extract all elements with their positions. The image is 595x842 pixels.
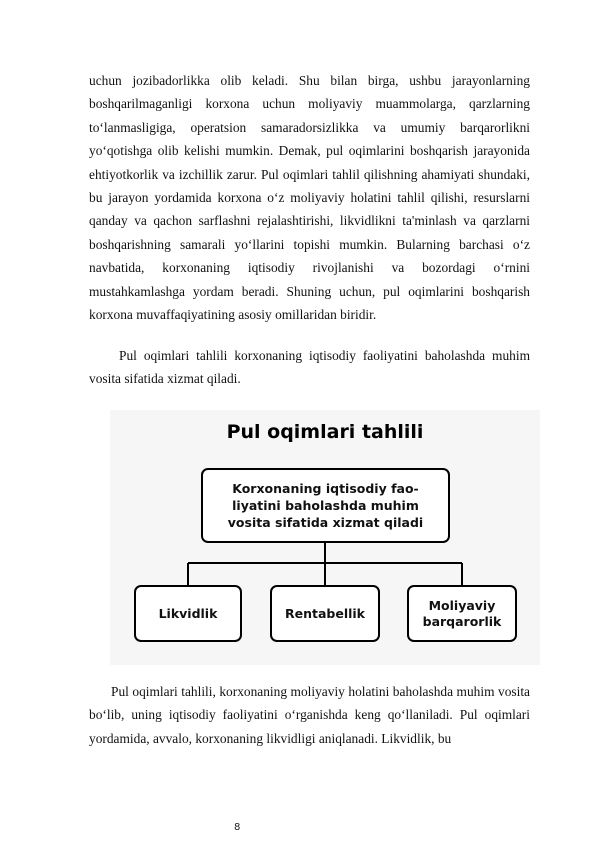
- diagram-main-box: Korxonaning iqtisodiy fao-liyatini baholashda muhim vosita sifatida xizmat qiladi: [201, 468, 450, 543]
- flow-diagram: [110, 410, 540, 665]
- diagram-box-moliyaviy-barqarorlik: Moliyaviy barqarorlik: [407, 585, 517, 642]
- diagram-box-rentabellik: Rentabellik: [270, 585, 380, 642]
- body-paragraph-1: uchun jozibadorlikka olib keladi. Shu bilan birga, ushbu jarayonlarning boshqarilmaganligi korxona uchun moliyaviy muammolarga, qarzlarning to‘lanmasligiga, operatsion samaradorsizlikka va umumiy barqarorlikni yo‘qotishga olib kelishi mumkin. Demak, pul oqimlarini boshqarish jarayonida ehtiyotkorlik va izchillik zarur. Pul oqimlari tahlil qilishning ahamiyati shundaki, bu jarayon yordamida korxona o‘z moliyaviy holatini tahlil qilishi, resurslarni qanday va qachon sarflashni rejalashtirishi, likvidlikni ta'minlash va qarzlarni boshqarishning samarali yo‘llarini topishi mumkin. Bularning barchasi o‘z navbatida, korxonaning iqtisodiy rivojlanishi va bozordagi o‘rnini mustahkamlashga yordam beradi. Shuning uchun, pul oqimlarini boshqarish korxona muvaffaqiyatining asosiy omillaridan biridir.: [89, 73, 530, 323]
- diagram-box-likvidlik: Likvidlik: [134, 585, 242, 642]
- body-paragraph-2: Pul oqimlari tahlili korxonaning iqtisodiy faoliyatini baholashda muhim vosita sifatida xizmat qiladi.: [89, 348, 530, 387]
- body-paragraph-3: Pul oqimlari tahlili, korxonaning moliyaviy holatini baholashda muhim vosita bo‘lib, uning iqtisodiy faoliyatini o‘rganishda keng qo‘llaniladi. Pul oqimlari yordamida, avvalo, korxonaning likvidligi aniqlanadi. Likvidlik, bu: [89, 684, 530, 746]
- page-number: 8: [234, 822, 241, 833]
- diagram-title: Pul oqimlari tahlili: [226, 421, 424, 443]
